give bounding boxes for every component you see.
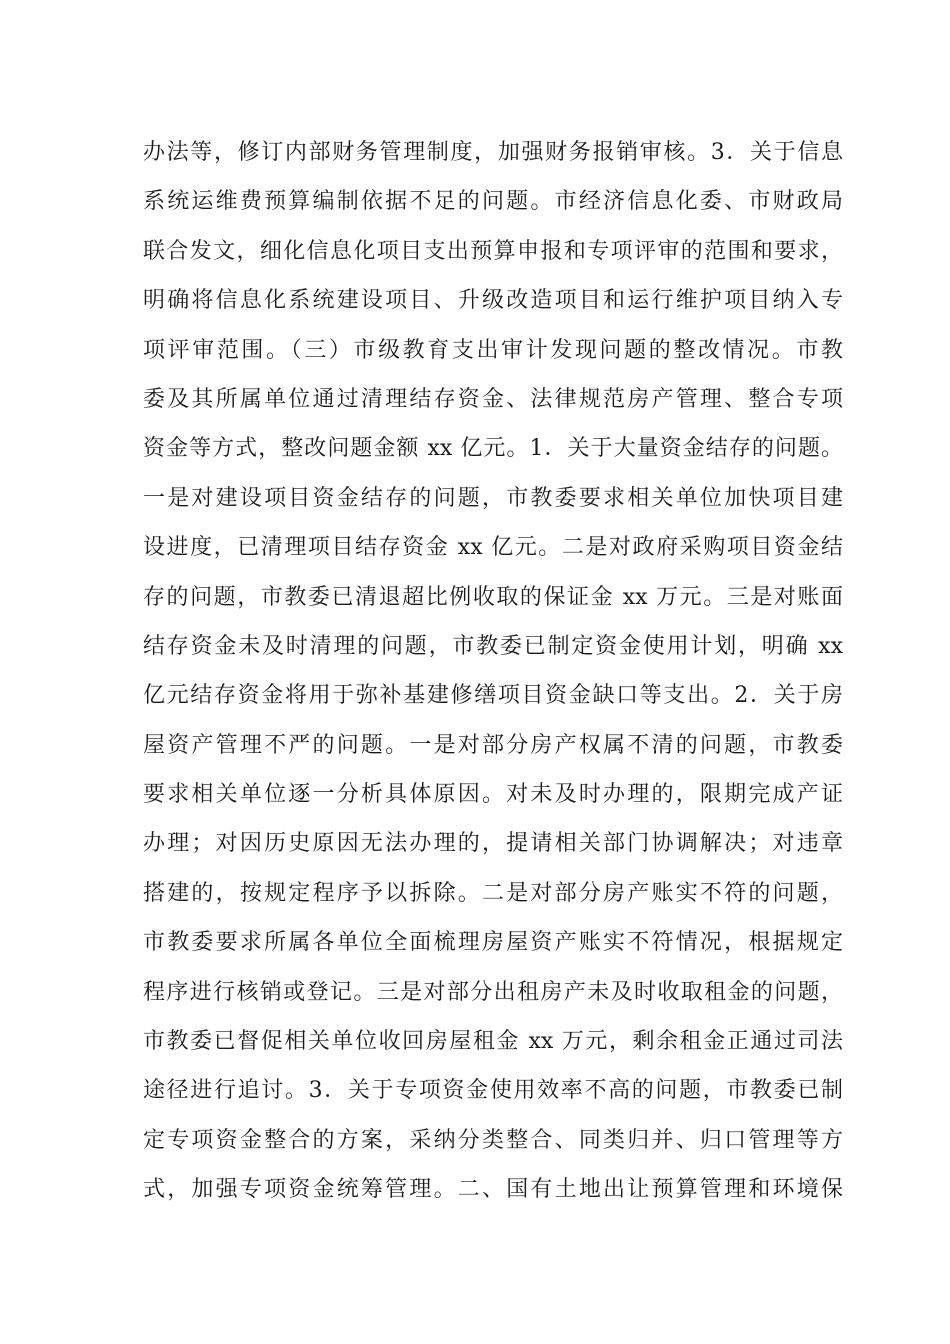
text-line: 定专项资金整合的方案，采纳分类整合、同类归并、归口管理等方 [143,1127,843,1153]
text-line: 亿元结存资金将用于弥补基建修缮项目资金缺口等支出。2．关于房 [143,683,843,709]
text-line: 明确将信息化系统建设项目、升级改造项目和运行维护项目纳入专 [143,288,843,314]
body-text [143,136,843,1223]
text-line: 办法等，修订内部财务管理制度，加强财务报销审核。3．关于信息 [143,140,843,165]
text-line: 一是对建设项目资金结存的问题，市教委要求相关单位加快项目建 [143,485,843,511]
text-line: 搭建的，按规定程序予以拆除。二是对部分房产账实不符的问题， [143,880,843,906]
text-line: 市教委要求所属各单位全面梳理房屋资产账实不符情况，根据规定 [143,930,843,956]
text-line: 设进度，已清理项目结存资金 xx 亿元。二是对政府采购项目资金结 [143,535,843,561]
text-line: 市教委已督促相关单位收回房屋租金 xx 万元，剩余租金正通过司法 [143,1029,843,1055]
text-line: 途径进行追讨。3．关于专项资金使用效率不高的问题，市教委已制 [143,1078,843,1104]
text-line: 项评审范围。（三）市级教育支出审计发现问题的整改情况。市教 [143,337,843,363]
text-line: 系统运维费预算编制依据不足的问题。市经济信息化委、市财政局 [143,189,843,215]
text-line: 程序进行核销或登记。三是对部分出租房产未及时收取租金的问题， [143,979,843,1005]
text-line: 联合发文，细化信息化项目支出预算申报和专项评审的范围和要求， [143,238,843,264]
text-line: 要求相关单位逐一分析具体原因。对未及时办理的，限期完成产证 [143,782,843,808]
text-line: 委及其所属单位通过清理结存资金、法律规范房产管理、整合专项 [143,386,843,412]
text-line: 资金等方式，整改问题金额 xx 亿元。1．关于大量资金结存的问题。 [143,436,843,462]
text-line: 结存资金未及时清理的问题，市教委已制定资金使用计划，明确 xx [143,633,843,659]
text-line: 办理；对因历史原因无法办理的，提请相关部门协调解决；对违章 [143,831,843,857]
text-line: 屋资产管理不严的问题。一是对部分房产权属不清的问题，市教委 [143,732,843,758]
text-line: 式，加强专项资金统筹管理。二、国有土地出让预算管理和环境保 [143,1177,843,1203]
text-line: 存的问题，市教委已清退超比例收取的保证金 xx 万元。三是对账面 [143,584,843,610]
